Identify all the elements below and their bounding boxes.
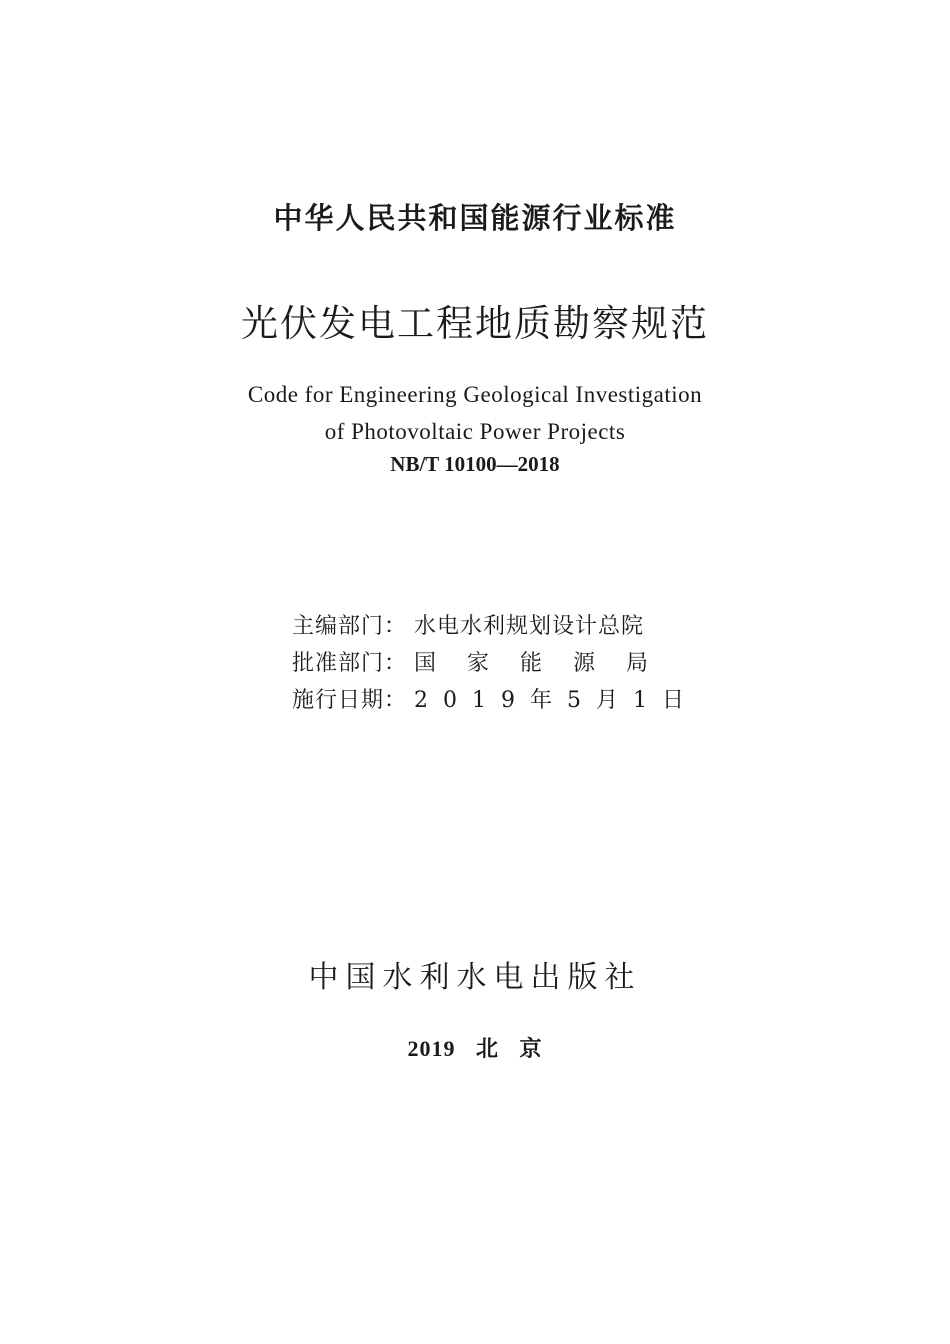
- effective-date-row: [292, 682, 699, 719]
- standard-category: 中华人民共和国能源行业标准: [273, 201, 677, 235]
- editor-value: 水电水利规划设计总院: [414, 614, 645, 639]
- title-chinese: 光伏发电工程地质勘察规范: [241, 302, 709, 345]
- approver-row: [292, 645, 699, 682]
- editor-label: 主编部门：: [292, 614, 408, 639]
- title-english-line-1: Code for Engineering Geological Investigation: [247, 382, 703, 407]
- metadata-block: [292, 608, 699, 719]
- approver-value: 国家能源局: [414, 651, 680, 676]
- effective-date-value: 2019年5月1日: [414, 688, 699, 713]
- title-english: [0, 376, 950, 450]
- publisher-name: 中国水利水电出版社: [308, 960, 642, 995]
- approver-label: 批准部门：: [292, 651, 408, 676]
- editor-row: [292, 608, 699, 645]
- publication-year-place: 2019 北 京: [407, 1036, 543, 1061]
- standard-code: NB/T 10100—2018: [390, 452, 560, 476]
- title-english-line-2: of Photovoltaic Power Projects: [324, 419, 626, 444]
- effective-date-label: 施行日期：: [292, 688, 408, 713]
